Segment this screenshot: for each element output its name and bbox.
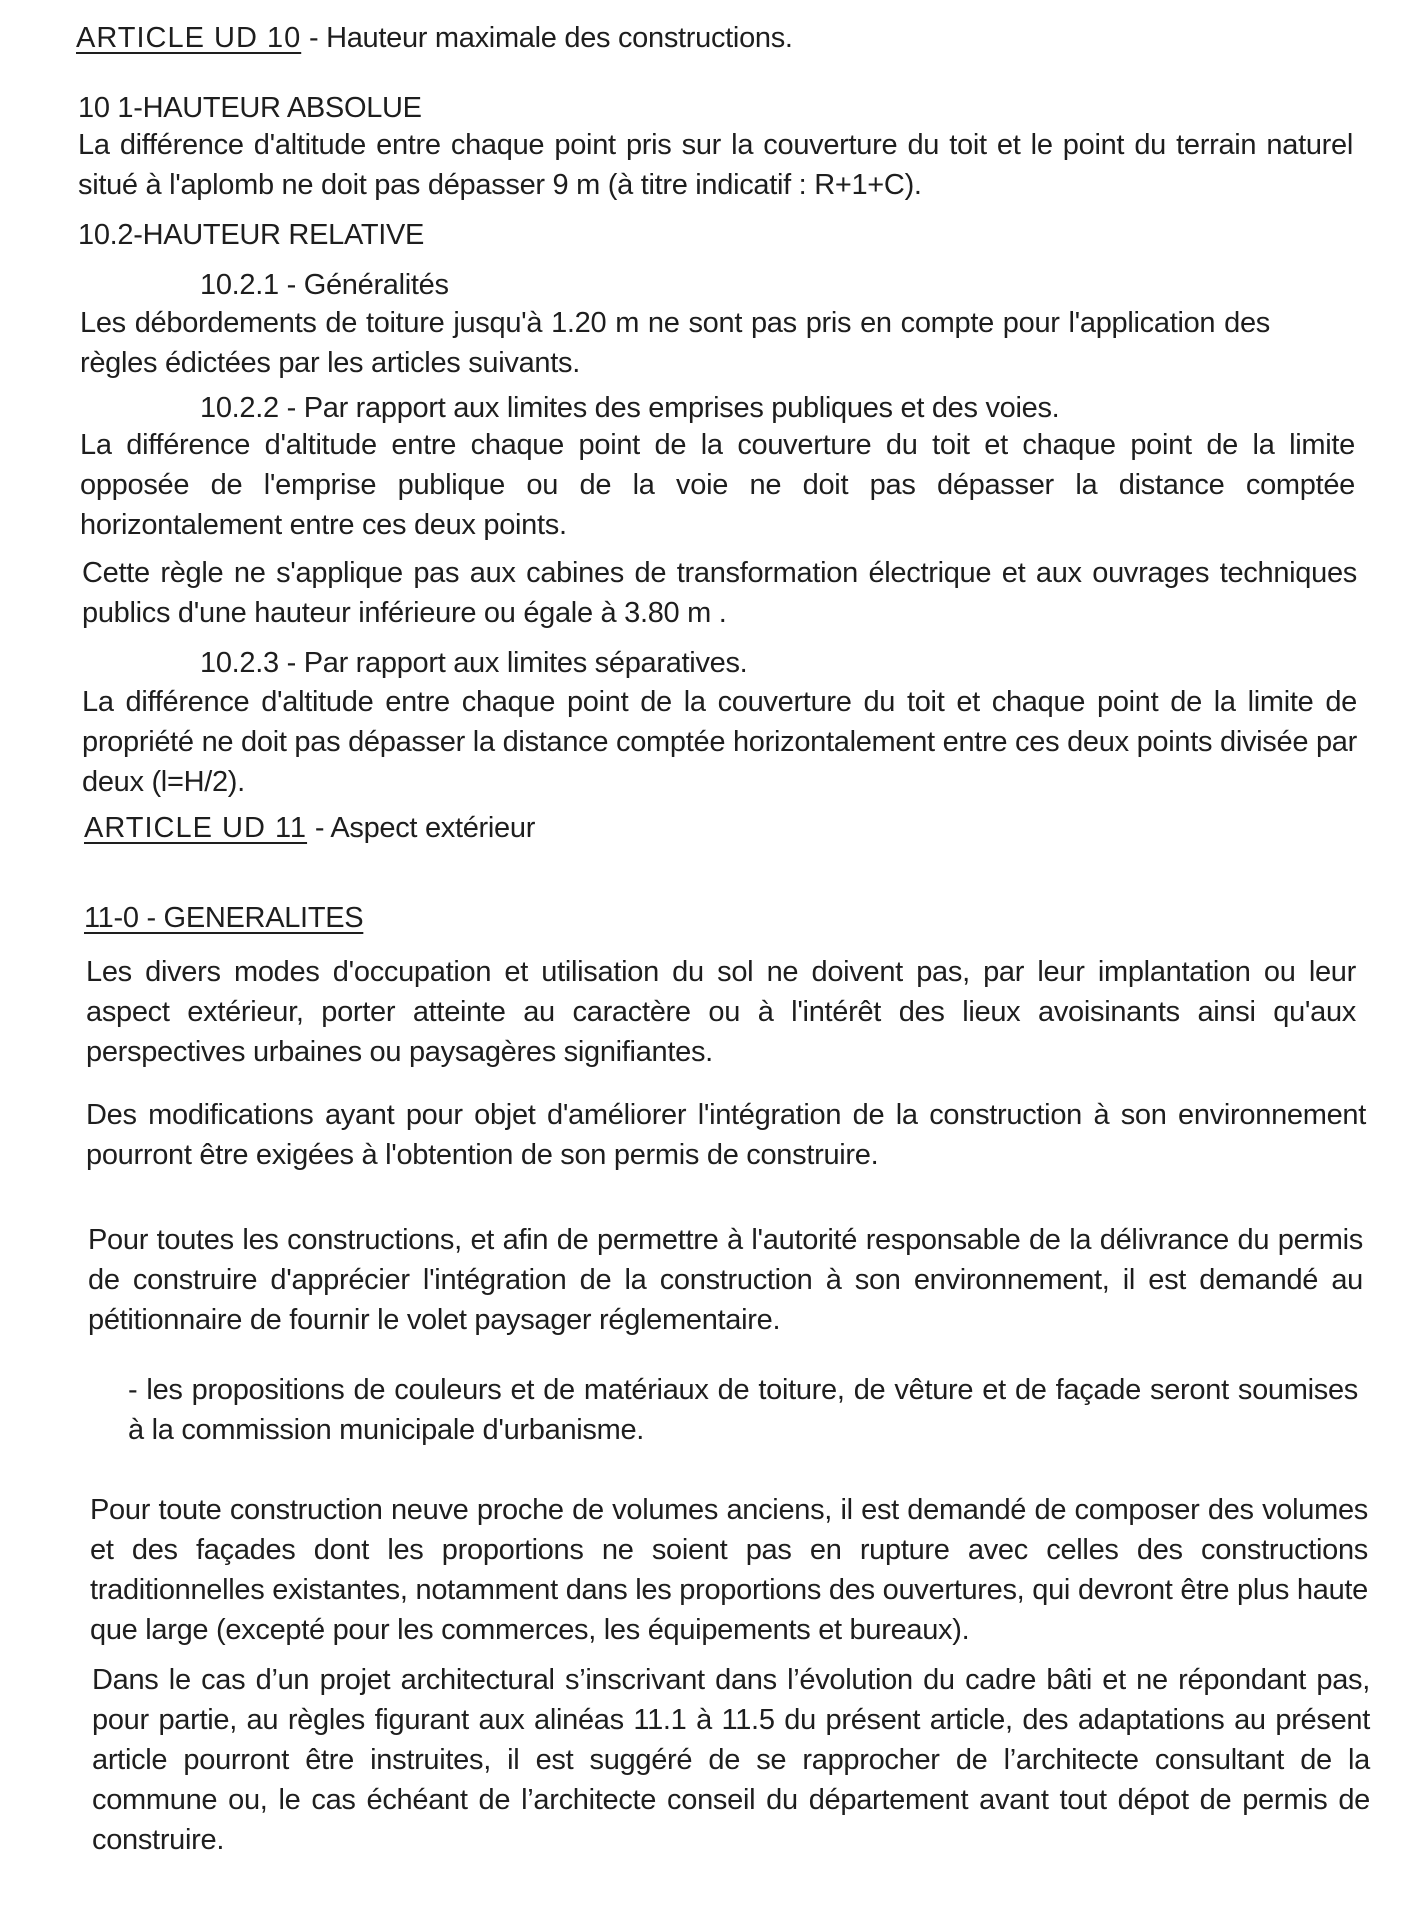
article-11-title: - Aspect extérieur: [307, 812, 536, 844]
article-10-title: - Hauteur maximale des constructions.: [301, 22, 793, 54]
paragraph-1: Les divers modes d'occupation et utilisation du sol ne doivent pas, par leur implantation ou leur aspect extérieur, porter atteinte au caractère ou à l'intérêt des lieux avoisinants ainsi qu'aux perspectives urbaines ou paysagères signifiantes.: [86, 956, 1356, 1068]
section-10-2-3-title: 10.2.3 - Par rapport aux limites séparatives.: [200, 647, 748, 679]
bullet-item: - les propositions de couleurs et de matériaux de toiture, de vêture et de façade seront soumises à la commission municipale d'urbanisme.: [128, 1374, 1358, 1446]
section-10-1-text: La différence d'altitude entre chaque point pris sur la couverture du toit et le point du terrain naturel situé à l'aplomb ne doit pas dépasser 9 m (à titre indicatif : R+1+C).: [78, 129, 1353, 201]
section-10-2-2-title: 10.2.2 - Par rapport aux limites des emprises publiques et des voies.: [200, 392, 1060, 424]
article-10-code: ARTICLE UD 10: [76, 22, 302, 54]
paragraph-5: Dans le cas d’un projet architectural s’inscrivant dans l’évolution du cadre bâti et ne répondant pas, pour partie, au règles figurant aux alinéas 11.1 à 11.5 du présent article, des adaptations au présent article pourront être instruites, il est suggéré de se rapprocher de l’architecte consultant de la commune ou, le cas échéant de l’architecte conseil du département avant tout dépot de permis de construire.: [92, 1664, 1370, 1856]
article-11-code: ARTICLE UD 11: [84, 812, 308, 844]
paragraph-4: Pour toute construction neuve proche de volumes anciens, il est demandé de composer des volumes et des façades dont les proportions ne soient pas en rupture avec celles des constructions traditionnelles existantes, notamment dans les proportions des ouvertures, qui devront être plus haute que large (excepté pour les commerces, les équipements et bureaux).: [90, 1494, 1368, 1646]
paragraph-2: Des modifications ayant pour objet d'améliorer l'intégration de la construction à son environnement pourront être exigées à l'obtention de son permis de construire.: [86, 1099, 1366, 1171]
section-10-2-1-text: Les débordements de toiture jusqu'à 1.20 m ne sont pas pris en compte pour l'application des règles édictées par les articles suivants.: [80, 307, 1270, 379]
section-10-2-title: 10.2-HAUTEUR RELATIVE: [78, 219, 425, 251]
section-11-0-title-text: 11-0 - GENERALITES: [84, 902, 364, 934]
section-10-2-3-text: La différence d'altitude entre chaque point de la couverture du toit et chaque point de la limite de propriété ne doit pas dépasser la distance comptée horizontalement entre ces deux points divisée par deux (l=H/2).: [82, 686, 1357, 798]
section-10-2-2-exception: Cette règle ne s'applique pas aux cabines de transformation électrique et aux ouvrages techniques publics d'une hauteur inférieure ou égale à 3.80 m .: [82, 557, 1357, 629]
section-10-2-2-text: La différence d'altitude entre chaque point de la couverture du toit et chaque point de la limite opposée de l'emprise publique ou de la voie ne doit pas dépasser la distance comptée horizontalement entre ces deux points.: [80, 429, 1355, 541]
article-11-heading: [84, 808, 1334, 848]
section-11-0-title: [84, 898, 1384, 938]
section-10-2-1-title: 10.2.1 - Généralités: [200, 269, 449, 301]
article-10-heading: [76, 18, 1326, 58]
section-10-1-title: 10 1-HAUTEUR ABSOLUE: [78, 92, 422, 124]
paragraph-3: Pour toutes les constructions, et afin de permettre à l'autorité responsable de la délivrance du permis de construire d'apprécier l'intégration de la construction à son environnement, il est demandé au pétitionnaire de fournir le volet paysager réglementaire.: [88, 1224, 1363, 1336]
